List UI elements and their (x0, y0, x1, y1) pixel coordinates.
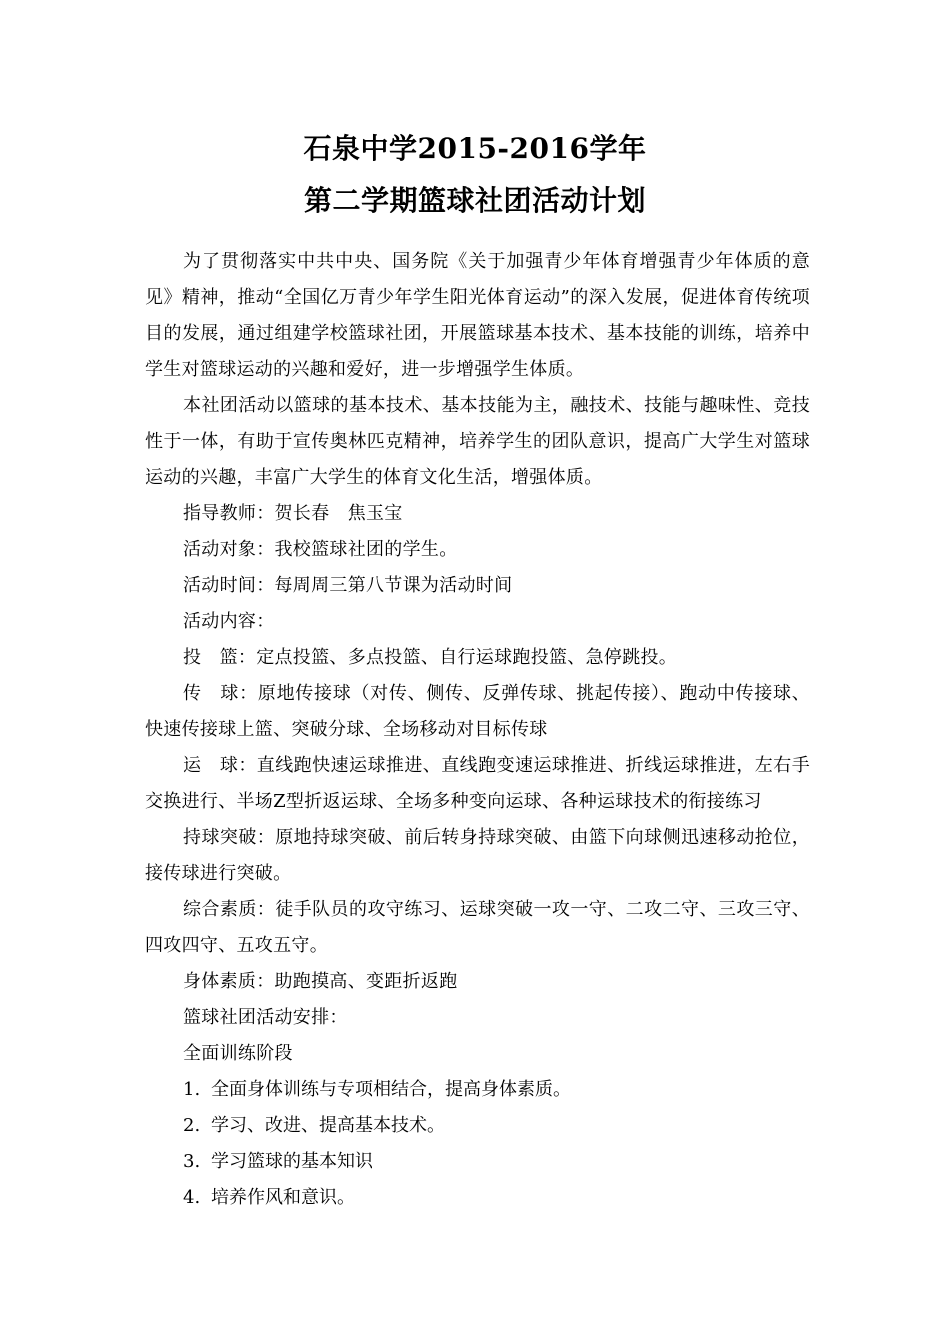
breakthrough-paragraph: 持球突破：原地持球突破、前后转身持球突破、由篮下向球侧迅速移动抢位，接传球进行突破。 (145, 827, 810, 884)
list-item-number: 1. (183, 1079, 201, 1100)
teachers-line: 指导教师：贺长春 焦玉宝 (183, 503, 403, 524)
list-item-text: 培养作风和意识。 (211, 1187, 355, 1208)
intro-paragraph: 为了贯彻落实中共中央、国务院《关于加强青少年体育增强青少年体质的意见》精神，推动“全国亿万青少年学生阳光体育运动”的深入发展，促进体育传统项目的发展，通过组建学校篮球社团，开展篮球基本技术、基本技能的训练，培养中学生对篮球运动的兴趣和爱好，进一步增强学生体质。 (145, 251, 810, 380)
document-body (145, 244, 810, 1216)
list-item-text: 学习篮球的基本知识 (211, 1151, 373, 1172)
document-title-line-2: 第二学期篮球社团活动计划 (303, 184, 646, 217)
phase-list (145, 1072, 810, 1216)
list-item (145, 1072, 810, 1108)
list-item (145, 1108, 810, 1144)
list-item-number: 3. (183, 1151, 201, 1172)
target-line: 活动对象：我校篮球社团的学生。 (183, 539, 458, 560)
list-item (145, 1144, 810, 1180)
list-item-text: 学习、改进、提高基本技术。 (211, 1115, 445, 1136)
list-item-number: 4. (183, 1187, 201, 1208)
list-item-text: 全面身体训练与专项相结合，提高身体素质。 (211, 1079, 571, 1100)
comprehensive-paragraph: 综合素质：徒手队员的攻守练习、运球突破一攻一守、二攻二守、三攻三守、四攻四守、五攻五守。 (145, 899, 810, 956)
content-heading: 活动内容： (183, 611, 275, 632)
physical-line: 身体素质：助跑摸高、变距折返跑 (183, 971, 458, 992)
time-line: 活动时间：每周周三第八节课为活动时间 (183, 575, 513, 596)
purpose-paragraph: 本社团活动以篮球的基本技术、基本技能为主，融技术、技能与趣味性、竞技性于一体，有助于宣传奥林匹克精神，培养学生的团队意识，提高广大学生对篮球运动的兴趣，丰富广大学生的体育文化生活，增强体质。 (145, 395, 810, 488)
schedule-heading: 篮球社团活动安排： (183, 1007, 348, 1028)
list-item (145, 1180, 810, 1216)
shooting-paragraph: 投 篮：定点投篮、多点投篮、自行运球跑投篮、急停跳投。 (183, 647, 678, 668)
list-item-number: 2. (183, 1115, 201, 1136)
phase-heading: 全面训练阶段 (183, 1043, 293, 1064)
dribbling-paragraph: 运 球：直线跑快速运球推进、直线跑变速运球推进、折线运球推进，左右手交换进行、半场Z型折返运球、全场多种变向运球、各种运球技术的衔接练习 (145, 755, 810, 812)
passing-paragraph: 传 球：原地传接球（对传、侧传、反弹传球、挑起传接）、跑动中传接球、快速传接球上篮、突破分球、全场移动对目标传球 (145, 683, 810, 740)
document-title-line-1: 石泉中学2015-2016学年 (303, 132, 647, 165)
